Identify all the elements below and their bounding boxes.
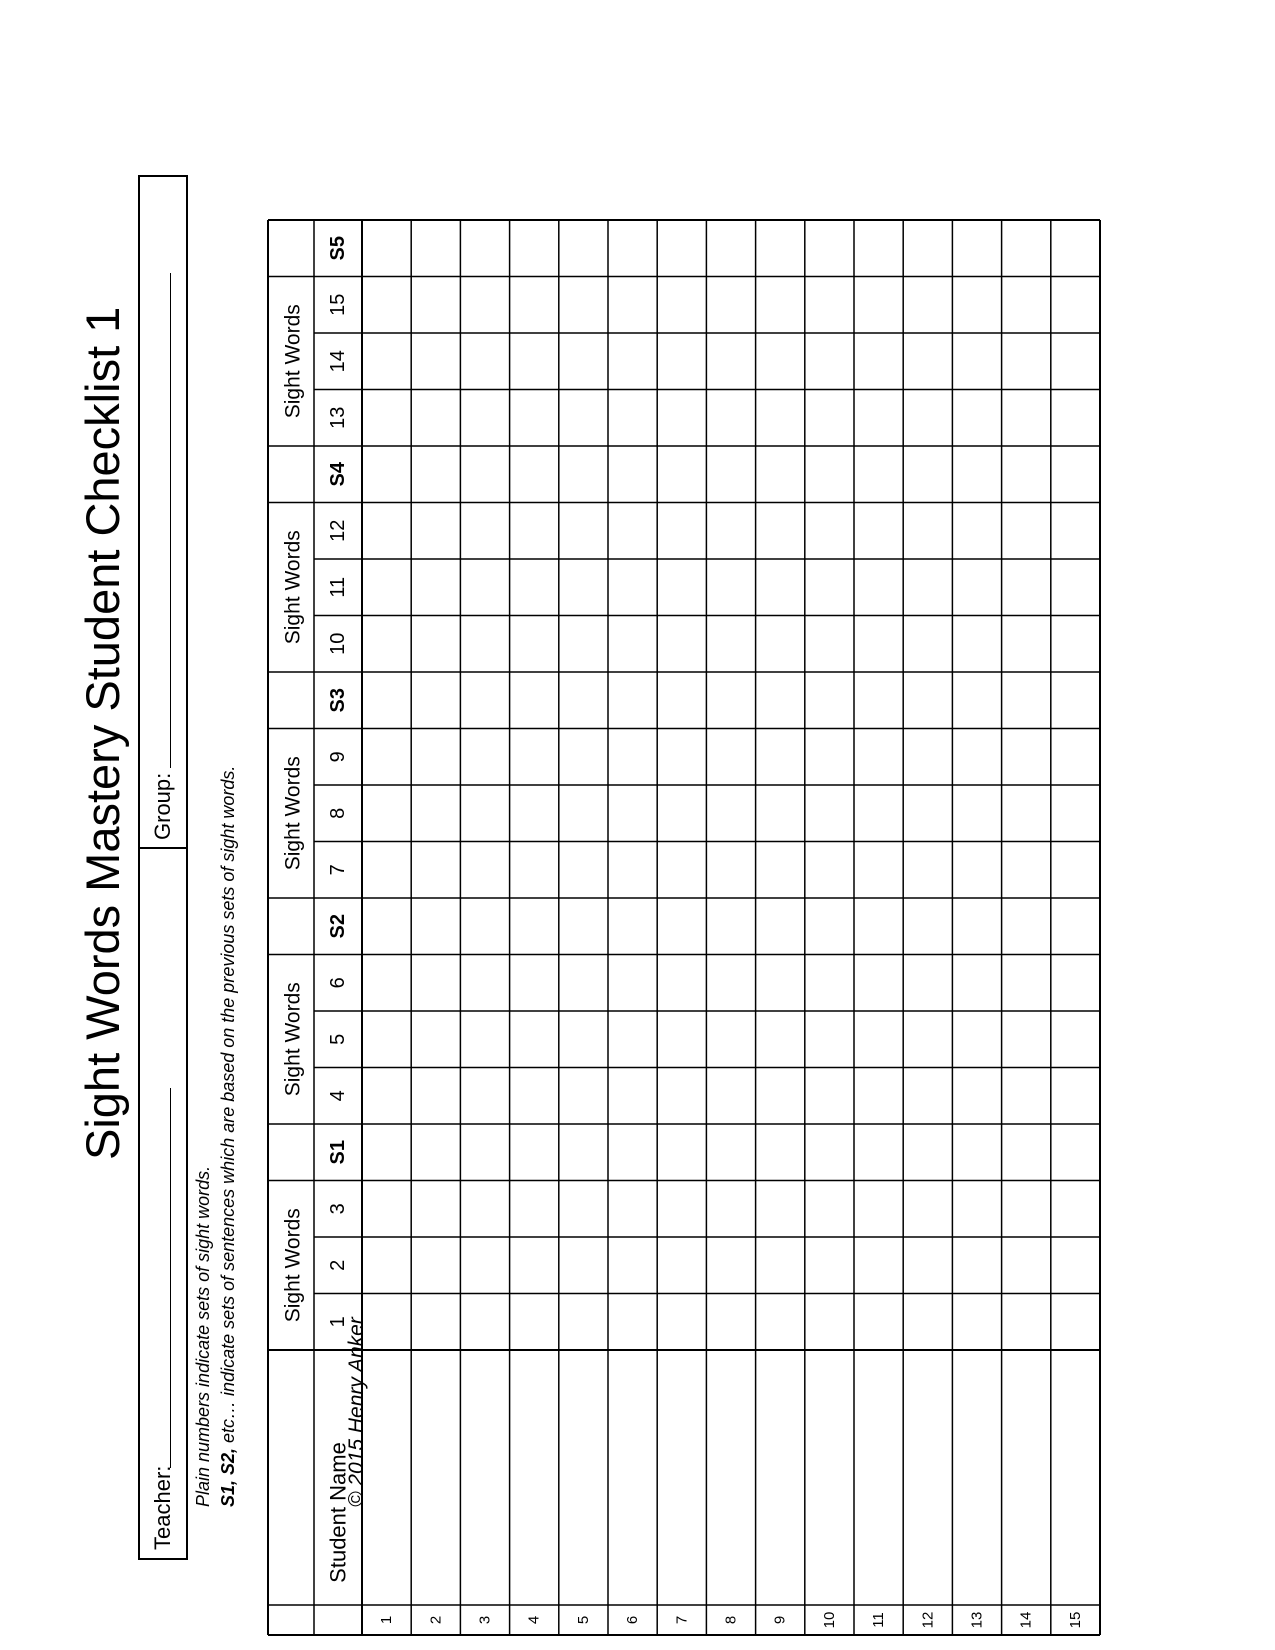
page-title: Sight Words Mastery Student Checklist 1 <box>76 306 129 1160</box>
sight-word-set-header: 15 <box>327 293 349 316</box>
sight-word-set-header: 14 <box>327 350 349 373</box>
note-plain-numbers: Plain numbers indicate sets of sight words. <box>193 1165 213 1507</box>
sight-word-set-header: 13 <box>327 406 349 429</box>
row-number: 5 <box>574 1615 592 1625</box>
sight-words-group-header: Sight Words <box>281 1208 305 1323</box>
sentence-set-header: S1 <box>327 1140 349 1165</box>
note-sentence-sets-text: etc… indicate sets of sentences which are based on the previous sets of sight words. <box>218 765 238 1448</box>
row-number: 12 <box>919 1611 937 1629</box>
sight-word-set-header: 11 <box>327 576 349 598</box>
sight-word-set-header: 6 <box>327 977 349 989</box>
row-number: 14 <box>1017 1611 1035 1629</box>
row-number: 1 <box>378 1615 396 1625</box>
sight-word-set-header: 1 <box>327 1316 349 1328</box>
row-number: 9 <box>771 1615 789 1625</box>
sight-word-set-header: 8 <box>327 807 349 819</box>
row-number: 7 <box>673 1615 691 1625</box>
row-number: 10 <box>820 1611 838 1629</box>
sight-word-set-header: 2 <box>327 1259 349 1271</box>
teacher-label: Teacher: <box>150 1465 175 1550</box>
sight-word-set-header: 9 <box>327 751 349 763</box>
sight-word-set-header: 3 <box>327 1203 349 1215</box>
note-sentence-sets-prefix: S1, S2, <box>218 1447 238 1507</box>
sight-word-set-header: 12 <box>327 519 349 542</box>
copyright: © 2015 Henry Anker <box>345 1317 368 1507</box>
sight-word-set-header: 5 <box>327 1033 349 1045</box>
student-name-header: Student Name <box>325 1442 351 1583</box>
row-number: 2 <box>427 1615 445 1625</box>
row-number: 4 <box>525 1615 543 1625</box>
group-label: Group: <box>150 772 175 840</box>
sight-words-group-header: Sight Words <box>281 756 305 871</box>
sentence-set-header: S4 <box>327 462 349 487</box>
sentence-set-header: S3 <box>327 688 349 713</box>
sight-word-set-header: 4 <box>327 1090 349 1102</box>
sentence-set-header: S2 <box>327 914 349 939</box>
sight-word-set-header: 10 <box>327 632 349 655</box>
sight-word-set-header: 7 <box>327 864 349 876</box>
row-number: 8 <box>722 1615 740 1625</box>
sight-words-group-header: Sight Words <box>281 304 305 419</box>
sentence-set-header: S5 <box>327 236 349 261</box>
row-number: 6 <box>624 1615 642 1625</box>
row-number: 15 <box>1066 1611 1084 1629</box>
sight-words-group-header: Sight Words <box>281 530 305 645</box>
row-number: 3 <box>476 1615 494 1625</box>
sight-words-group-header: Sight Words <box>281 982 305 1097</box>
row-number: 11 <box>870 1612 888 1628</box>
row-number: 13 <box>968 1611 986 1629</box>
